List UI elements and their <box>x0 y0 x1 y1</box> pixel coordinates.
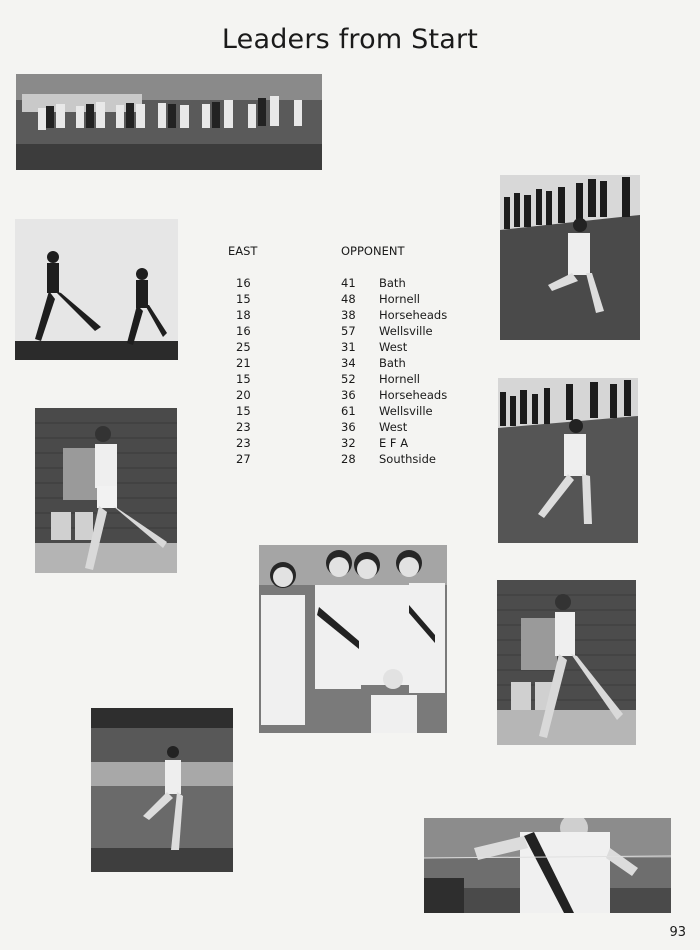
east-score: 18 <box>236 308 251 322</box>
opponent-name: Wellsville <box>379 324 433 338</box>
photo-two-runners <box>15 219 178 360</box>
table-row <box>228 292 458 308</box>
east-score: 16 <box>236 324 251 338</box>
opponent-name: Southside <box>379 452 436 466</box>
table-row <box>228 276 458 292</box>
table-row <box>228 340 458 356</box>
table-row <box>228 420 458 436</box>
page-title: Leaders from Start <box>221 24 479 55</box>
east-score: 23 <box>236 436 251 450</box>
east-score: 15 <box>236 372 251 386</box>
east-score: 23 <box>236 420 251 434</box>
table-row <box>228 356 458 372</box>
photo-runner-closeup <box>424 818 671 913</box>
opponent-score: 38 <box>341 308 356 322</box>
opponent-name: Wellsville <box>379 404 433 418</box>
opponent-score: 41 <box>341 276 356 290</box>
opponent-name: West <box>379 340 408 354</box>
opponent-score: 31 <box>341 340 356 354</box>
photo-runner-field <box>91 708 233 872</box>
opponent-name: Hornell <box>379 372 420 386</box>
opponent-name: Hornell <box>379 292 420 306</box>
east-score: 15 <box>236 404 251 418</box>
header-opponent: OPPONENT <box>341 244 405 258</box>
opponent-score: 48 <box>341 292 356 306</box>
east-score: 27 <box>236 452 251 466</box>
opponent-score: 36 <box>341 388 356 402</box>
photo-team-group <box>259 545 447 733</box>
opponent-name: Horseheads <box>379 308 448 322</box>
photo-runner-brick-wall-left <box>35 408 177 573</box>
opponent-name: Bath <box>379 276 406 290</box>
photo-race-start <box>16 74 322 170</box>
photo-runner-brick-wall-right <box>497 580 636 745</box>
table-row <box>228 388 458 404</box>
opponent-name: Bath <box>379 356 406 370</box>
east-score: 16 <box>236 276 251 290</box>
opponent-name: E F A <box>379 436 409 450</box>
opponent-name: Horseheads <box>379 388 448 402</box>
east-score: 25 <box>236 340 251 354</box>
east-score: 20 <box>236 388 251 402</box>
opponent-score: 34 <box>341 356 356 370</box>
table-row <box>228 324 458 340</box>
page-number: 93 <box>669 925 686 940</box>
east-score: 21 <box>236 356 251 370</box>
table-row <box>228 452 458 468</box>
opponent-score: 61 <box>341 404 356 418</box>
header-east: EAST <box>228 244 258 258</box>
table-row <box>228 436 458 452</box>
opponent-name: West <box>379 420 408 434</box>
photo-hillside-runner-top <box>500 175 640 340</box>
table-row <box>228 404 458 420</box>
opponent-score: 36 <box>341 420 356 434</box>
opponent-score: 52 <box>341 372 356 386</box>
opponent-score: 28 <box>341 452 356 466</box>
opponent-score: 32 <box>341 436 356 450</box>
table-row <box>228 372 458 388</box>
opponent-score: 57 <box>341 324 356 338</box>
east-score: 15 <box>236 292 251 306</box>
photo-hillside-runner-middle <box>498 378 638 543</box>
table-row <box>228 308 458 324</box>
